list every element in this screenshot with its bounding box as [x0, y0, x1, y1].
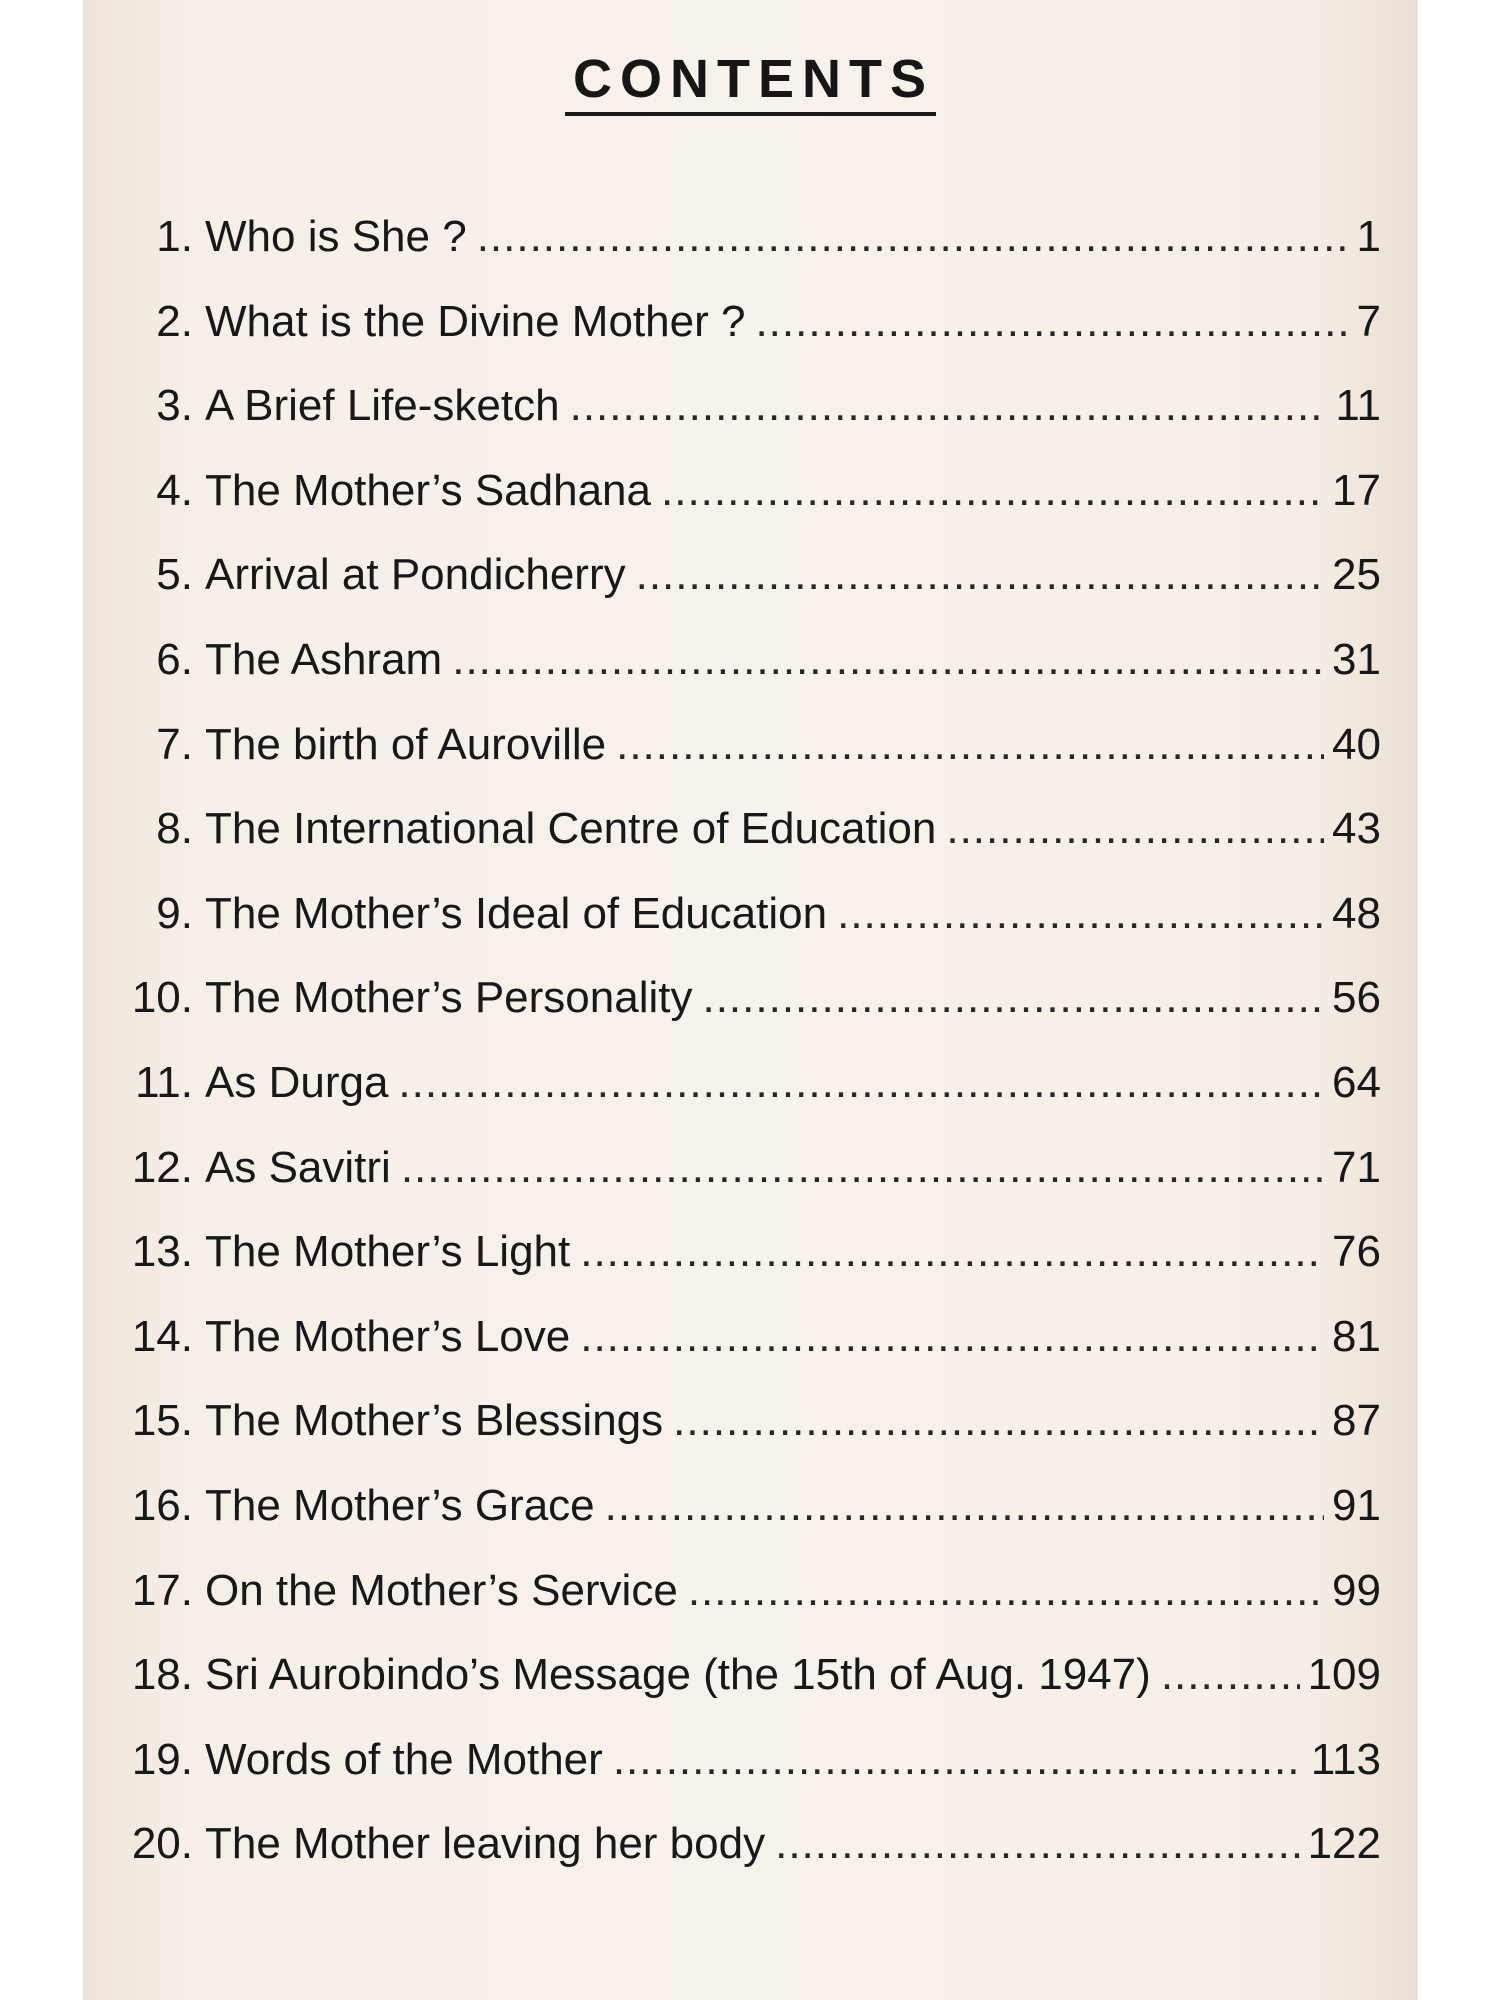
dot-leader — [580, 1312, 1324, 1362]
toc-entry-page-number: 81 — [1332, 1311, 1381, 1361]
toc-entry-page-number: 76 — [1332, 1227, 1381, 1277]
toc-entry — [111, 1566, 1381, 1651]
toc-entry-number: 16. — [131, 1480, 193, 1530]
toc-entry — [111, 635, 1381, 720]
dot-leader — [755, 297, 1348, 347]
toc-entry-number: 3. — [156, 381, 193, 431]
toc-entry-number: 10. — [131, 973, 193, 1023]
toc-entry-title: On the Mother’s Service — [205, 1565, 678, 1615]
toc-entry-title: Sri Aurobindo’s Message (the 15th of Aug. 1947) — [205, 1650, 1151, 1700]
toc-entry — [111, 1143, 1381, 1228]
toc-entry-number: 15. — [131, 1396, 193, 1446]
toc-entry-page-number: 109 — [1307, 1650, 1381, 1700]
toc-entry-title: The birth of Auroville — [205, 719, 607, 769]
toc-entry-number: 2. — [156, 296, 193, 346]
toc-entry — [111, 1481, 1381, 1566]
toc-entry-page-number: 40 — [1332, 719, 1381, 769]
toc-entry — [111, 973, 1381, 1058]
toc-entry-number: 11. — [135, 1057, 193, 1107]
toc-entry-number: 20. — [131, 1819, 193, 1869]
toc-entry-number: 17. — [131, 1565, 193, 1615]
toc-entry-title: The Mother’s Blessings — [205, 1396, 664, 1446]
toc-entry-number: 12. — [131, 1142, 193, 1192]
toc-entry-number: 14. — [131, 1311, 193, 1361]
toc-entry — [111, 889, 1381, 974]
toc-entry-number: 5. — [156, 550, 193, 600]
toc-entry-page-number: 64 — [1332, 1057, 1381, 1107]
toc-entry-page-number: 25 — [1332, 550, 1381, 600]
contents-heading — [83, 48, 1418, 116]
toc-entry-page-number: 43 — [1332, 804, 1381, 854]
toc-entry-number: 8. — [156, 804, 193, 854]
toc-entry — [111, 1312, 1381, 1397]
toc-entry-page-number: 17 — [1332, 465, 1381, 515]
dot-leader — [477, 212, 1349, 262]
toc-entry — [111, 466, 1381, 551]
toc-entry — [111, 1735, 1381, 1820]
dot-leader — [570, 381, 1328, 431]
toc-entry — [111, 381, 1381, 466]
toc-entry-page-number: 122 — [1307, 1819, 1381, 1869]
toc-entry-title: The International Centre of Education — [205, 804, 937, 854]
toc-entry — [111, 1396, 1381, 1481]
dot-leader — [1161, 1650, 1300, 1700]
dot-leader — [702, 973, 1324, 1023]
dot-leader — [775, 1819, 1299, 1869]
toc-entry-page-number: 1 — [1356, 212, 1381, 261]
toc-entry-number: 4. — [156, 465, 193, 515]
dot-leader — [616, 720, 1324, 770]
dot-leader — [605, 1481, 1324, 1531]
dot-leader — [398, 1058, 1324, 1108]
toc-entry-title: Who is She ? — [205, 212, 467, 261]
dot-leader — [837, 889, 1324, 939]
toc-entry-page-number: 99 — [1332, 1565, 1381, 1615]
dot-leader — [636, 550, 1324, 600]
table-of-contents — [111, 212, 1381, 1904]
toc-entry-title: The Ashram — [205, 634, 443, 684]
dot-leader — [580, 1227, 1324, 1277]
toc-entry-number: 13. — [131, 1227, 193, 1277]
dot-leader — [452, 635, 1324, 685]
toc-entry-page-number: 91 — [1332, 1480, 1381, 1530]
toc-entry-title: The Mother’s Sadhana — [205, 465, 651, 515]
toc-entry-page-number: 56 — [1332, 973, 1381, 1023]
toc-entry-title: The Mother leaving her body — [205, 1819, 766, 1869]
toc-entry-title: The Mother’s Love — [205, 1311, 571, 1361]
contents-heading-text: CONTENTS — [565, 51, 936, 116]
toc-entry — [111, 212, 1381, 297]
toc-entry-number: 18. — [131, 1650, 193, 1700]
toc-entry-title: As Durga — [205, 1057, 389, 1107]
dot-leader — [613, 1735, 1303, 1785]
toc-entry-title: A Brief Life-sketch — [205, 381, 560, 431]
toc-entry — [111, 550, 1381, 635]
dot-leader — [661, 466, 1324, 516]
toc-entry — [111, 297, 1381, 382]
dot-leader — [688, 1566, 1324, 1616]
toc-entry-page-number: 31 — [1332, 634, 1381, 684]
toc-entry-page-number: 71 — [1332, 1142, 1381, 1192]
toc-entry-title: The Mother’s Light — [205, 1227, 571, 1277]
toc-entry-page-number: 48 — [1332, 888, 1381, 938]
toc-entry-page-number: 11 — [1335, 381, 1381, 431]
toc-entry-title: The Mother’s Ideal of Education — [205, 888, 828, 938]
toc-entry-title: Words of the Mother — [205, 1734, 603, 1784]
toc-entry — [111, 720, 1381, 805]
toc-entry — [111, 1650, 1381, 1735]
toc-entry — [111, 1058, 1381, 1143]
toc-entry-title: Arrival at Pondicherry — [205, 550, 626, 600]
toc-entry-number: 6. — [156, 634, 193, 684]
dot-leader — [946, 804, 1324, 854]
toc-entry-page-number: 113 — [1310, 1734, 1381, 1784]
toc-entry — [111, 804, 1381, 889]
toc-entry-page-number: 87 — [1332, 1396, 1381, 1446]
dot-leader — [673, 1396, 1324, 1446]
toc-entry — [111, 1819, 1381, 1904]
toc-entry-page-number: 7 — [1356, 296, 1381, 346]
toc-entry-number: 7. — [156, 719, 193, 769]
toc-entry-title: The Mother’s Grace — [205, 1480, 595, 1530]
toc-entry-title: What is the Divine Mother ? — [205, 296, 746, 346]
toc-entry-title: As Savitri — [205, 1142, 391, 1192]
book-page — [83, 0, 1418, 2000]
toc-entry — [111, 1227, 1381, 1312]
toc-entry-number: 19. — [131, 1734, 193, 1784]
toc-entry-number: 9. — [156, 888, 193, 938]
dot-leader — [401, 1143, 1324, 1193]
toc-entry-number: 1. — [156, 212, 193, 261]
toc-entry-title: The Mother’s Personality — [205, 973, 693, 1023]
